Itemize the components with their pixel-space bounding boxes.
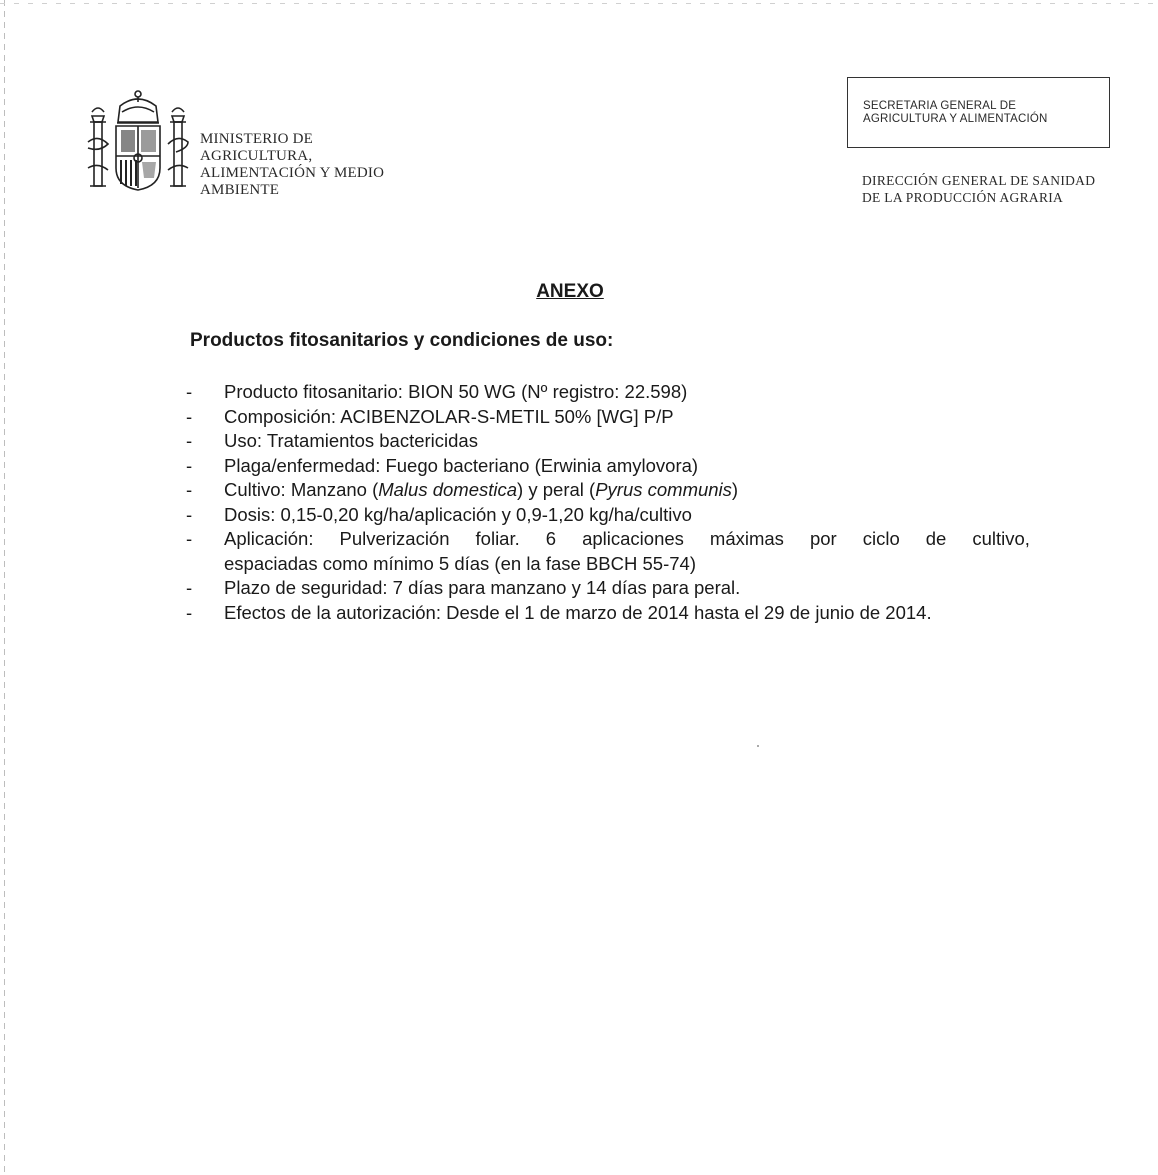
list-dash: - [186, 479, 193, 500]
list-item-text: Efectos de la autorización: Desde el 1 de marzo de 2014 hasta el 29 de junio de 2014. [224, 601, 932, 623]
species-name: Pyrus communis [595, 479, 732, 500]
word: aplicaciones [582, 528, 684, 549]
list-dash: - [186, 381, 193, 402]
scan-edge-top [0, 3, 1158, 4]
word: ciclo [862, 528, 900, 549]
list-item [186, 454, 1030, 479]
secretaria-line: AGRICULTURA Y ALIMENTACIÓN [863, 113, 1048, 125]
list-item [186, 380, 1030, 405]
list-item-text: Producto fitosanitario: BION 50 WG (Nº registro: 22.598) [224, 381, 688, 402]
list-item-text: Plaga/enfermedad: Fuego bacteriano (Erwinia amylovora) [224, 454, 699, 476]
direccion-line: DE LA PRODUCCIÓN AGRARIA [862, 190, 1064, 205]
list-item-text-continued: espaciadas como mínimo 5 días (en la fase BBCH 55-74) [224, 552, 696, 574]
list-item [186, 478, 1030, 503]
cultivo-suffix: ) [731, 479, 739, 500]
list-item-text [224, 479, 738, 500]
direccion-line: DIRECCIÓN GENERAL DE SANIDAD [862, 173, 1096, 188]
page-title: ANEXO [536, 281, 604, 302]
list-item [186, 503, 1030, 528]
word: Aplicación: [224, 528, 314, 549]
word: 6 [545, 528, 557, 549]
cultivo-middle: ) y peral ( [517, 479, 596, 500]
list-dash: - [186, 577, 193, 598]
scan-speck [757, 745, 759, 747]
list-dash: - [186, 405, 193, 427]
list-dash: - [186, 528, 193, 549]
ministry-line: ALIMENTACIÓN Y MEDIO [200, 165, 385, 181]
direccion-general [862, 172, 1095, 206]
word: de [925, 528, 947, 549]
species-name: Malus domestica [378, 479, 518, 500]
ministry-line: AMBIENTE [200, 182, 280, 198]
scan-edge-left [4, 0, 5, 1175]
list-item-text: Composición: ACIBENZOLAR-S-METIL 50% [WG] P/P [224, 405, 674, 427]
list-item [186, 527, 1030, 576]
list-item [186, 601, 1030, 626]
word: foliar. [475, 528, 520, 549]
list-item-text: Plazo de seguridad: 7 días para manzano y 14 días para peral. [224, 577, 741, 598]
list-dash: - [186, 601, 193, 623]
ministry-line: MINISTERIO DE [200, 131, 314, 147]
coat-of-arms-icon [84, 82, 192, 202]
list-dash: - [186, 454, 193, 476]
list-item-text: Dosis: 0,15-0,20 kg/ha/aplicación y 0,9-1,20 kg/ha/cultivo [224, 503, 692, 525]
list-item-text: Uso: Tratamientos bactericidas [224, 430, 478, 451]
list-item [186, 429, 1030, 454]
word: Pulverización [339, 528, 450, 549]
word: cultivo, [972, 528, 1030, 549]
list-dash: - [186, 503, 193, 525]
list-dash: - [186, 430, 193, 451]
ministry-name [200, 131, 384, 199]
list-item [186, 576, 1030, 601]
word: por [809, 528, 837, 549]
secretaria-line: SECRETARIA GENERAL DE [863, 100, 1017, 112]
ministry-line: AGRICULTURA, [200, 148, 313, 164]
word: máximas [709, 528, 784, 549]
conditions-list [186, 380, 1030, 625]
list-item [186, 405, 1030, 430]
cultivo-prefix: Cultivo: Manzano ( [224, 479, 379, 500]
section-heading: Productos fitosanitarios y condiciones de uso: [190, 330, 614, 351]
secretaria-box [847, 77, 1110, 148]
justified-line [224, 527, 1030, 552]
